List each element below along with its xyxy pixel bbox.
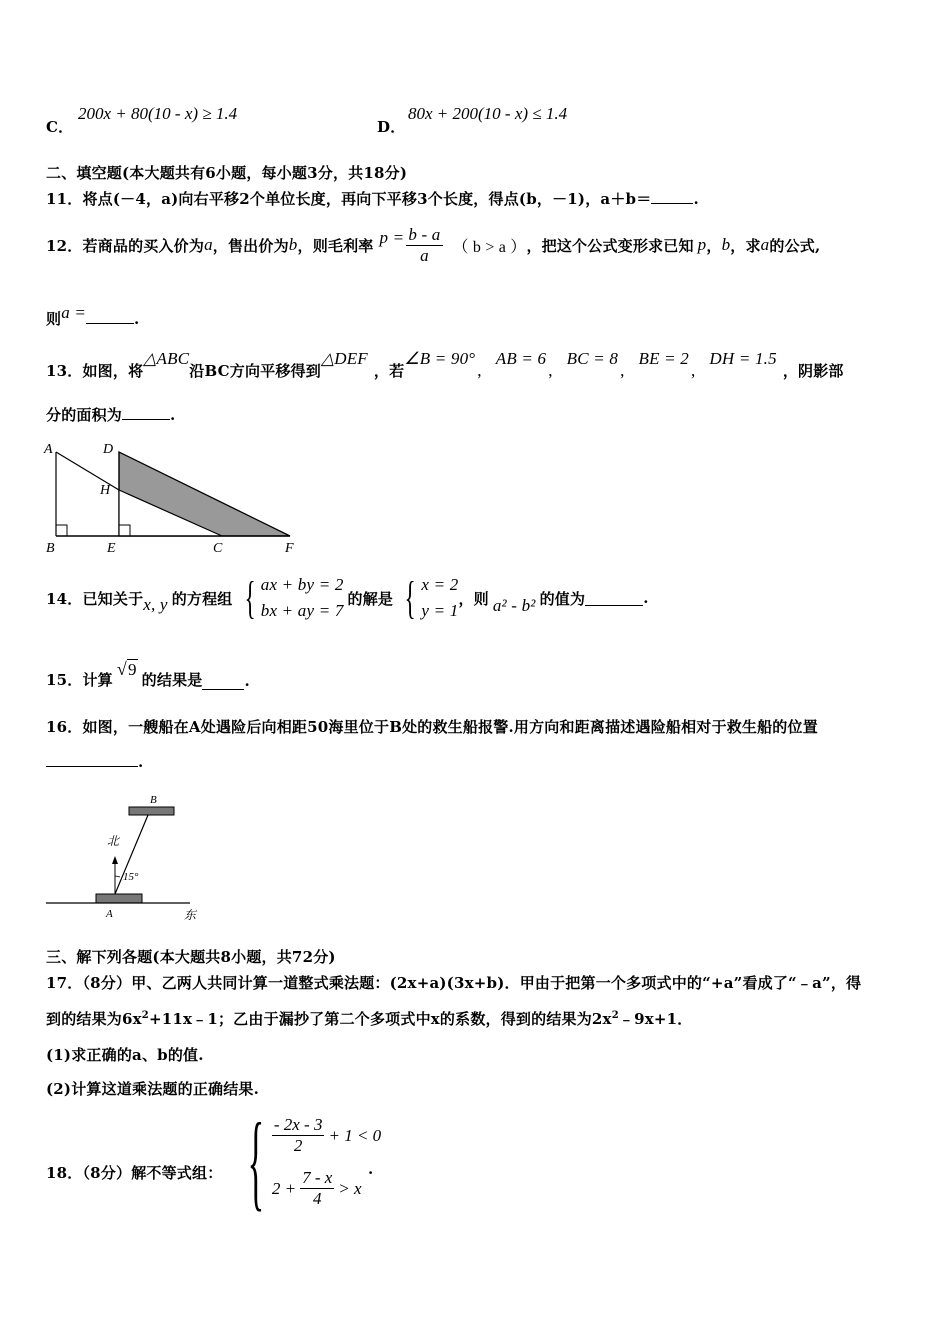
label-h: H: [100, 483, 111, 498]
q12-fraction: [406, 225, 442, 266]
question-17-part1: (1)求正确的a、b的值.: [46, 1046, 204, 1064]
option-c-label: C．: [46, 118, 74, 136]
option-d-expression: 80x + 200(10 - x) ≤ 1.4: [408, 104, 568, 123]
q12-p-eq: p =: [379, 228, 405, 247]
q14-lead: 14．已知关于: [46, 589, 144, 608]
label-d: D: [103, 442, 114, 457]
question-13-line2: [46, 404, 175, 425]
q13-triangle-def: △DEF: [320, 349, 368, 368]
q13-triangle-abc: △ABC: [143, 349, 190, 368]
q18-end: .: [368, 1160, 374, 1178]
q18-ineq2-frac: [300, 1168, 334, 1209]
answer-blank: [86, 309, 134, 324]
q14-mid1: 的方程组: [171, 589, 233, 608]
question-16-text: 16．如图，一艘船在A处遇险后向相距50海里位于B处的救生船报警.用方向和距离描述遇险船相对于救生船的位置: [46, 718, 818, 736]
q12-mid2: ，则毛利率: [297, 236, 374, 255]
q12-var-a2: a: [760, 235, 770, 254]
q17-line2-c: ﹣9x+1．: [618, 1010, 693, 1028]
q13-cond-bc: BC = 8: [566, 349, 619, 368]
q17-sup1: 2: [141, 1010, 149, 1021]
q13-tail: ，阴影部: [782, 362, 844, 380]
option-c-expression: 200x + 80(10 - x) ≥ 1.4: [78, 104, 238, 123]
q18-ineq1-frac: [272, 1115, 325, 1156]
question-16-line2: [46, 752, 143, 771]
option-d-label: D．: [377, 118, 406, 136]
q13-end: .: [170, 406, 176, 424]
q18-ineq2-tail: > x: [338, 1178, 362, 1198]
label-f: F: [285, 541, 294, 556]
answer-blank: [46, 752, 138, 767]
q16-end: .: [138, 753, 144, 771]
q12-mid1: ，售出价为: [212, 236, 289, 255]
question-14: [46, 570, 649, 626]
question-17-line2: [46, 1008, 692, 1029]
q14-solution-system: { x = 2 y = 1: [404, 572, 459, 623]
q12-var-b2: b: [721, 235, 731, 254]
label-c: C: [213, 541, 223, 556]
q12-var-b: b: [288, 235, 298, 254]
question-11-end: .: [693, 190, 699, 208]
q14-sol1: x = 2: [421, 575, 459, 594]
north-arrow-head-icon: [112, 856, 118, 864]
section-3-heading: 三、解下列各题(本大题共8小题，共72分): [46, 948, 336, 966]
question-12: [46, 222, 820, 268]
q18-ineq1: [272, 1115, 381, 1156]
q13-cond-ab: AB = 6: [495, 349, 547, 368]
q13-cond-be: BE = 2: [638, 349, 689, 368]
q18-ineq1-tail: + 1 < 0: [328, 1125, 382, 1145]
q18-ineq2-den: 4: [312, 1189, 322, 1208]
question-15: [46, 660, 250, 690]
label-a: A: [106, 908, 113, 920]
q14-end: .: [643, 589, 649, 607]
label-b: B: [46, 541, 55, 556]
q12-tail: 的公式,: [769, 236, 821, 255]
question-17-line1: 17．（8分）甲、乙两人共同计算一道整式乘法题：(2x+a)(3x+b)．甲由于把第一个多项式中的“+a”看成了“﹣a”，得: [46, 974, 862, 992]
q13-mid1: 沿BC方向平移得到: [189, 362, 321, 380]
q18-ineq2-head: 2 +: [271, 1178, 297, 1198]
label-east: 东: [184, 908, 197, 922]
q18-ineq1-den: 2: [293, 1136, 303, 1155]
brace-icon: {: [247, 1102, 265, 1221]
q13-mid2: ，若: [373, 362, 405, 380]
answer-blank: [651, 189, 693, 204]
q18-ineq2-num: 7 - x: [302, 1168, 333, 1187]
q14-mid2: 的解是: [347, 589, 394, 608]
q17-line2-a: 到的结果为6x: [46, 1010, 142, 1028]
q14-eq1: ax + by = 2: [260, 575, 344, 594]
q18-ineq2: [272, 1168, 381, 1209]
q12-mid4: ，求: [730, 236, 761, 255]
q17-sup2: 2: [611, 1010, 619, 1021]
angle-arc: [115, 876, 120, 877]
q13-cond-angle: ∠B = 90°: [404, 349, 476, 368]
q14-equation-system: { ax + by = 2 bx + ay = 7: [244, 572, 344, 623]
q15-sqrt: [117, 659, 138, 680]
q12-end: .: [134, 310, 140, 328]
q15-end: .: [244, 672, 250, 690]
q15-tail: 的结果是: [141, 671, 203, 689]
q17-line2-b: +11x﹣1；乙由于漏抄了第二个多项式中x的系数，得到的结果为2x: [148, 1010, 612, 1028]
question-13: 13．如图，将 △ABC 沿BC方向平移得到 △DEF ，若 ∠B = 90° , AB = 6 , BC = 8 , BE = 2 , DH = 1.5 ，阴影部: [46, 349, 844, 380]
label-b: B: [150, 794, 157, 806]
q12-var-p: p: [697, 235, 707, 254]
q12-frac-num: b - a: [408, 224, 441, 244]
q14-expression: a² - b²: [492, 596, 536, 615]
answer-blank: [585, 591, 643, 606]
figure-13-translation: [40, 436, 310, 558]
q12-condition: （ b > a ）: [452, 238, 527, 256]
q18-inequality-system: [240, 1102, 382, 1221]
label-north: 北: [107, 834, 120, 848]
question-11: [46, 188, 699, 209]
q14-mid3: ，则: [458, 589, 489, 608]
question-18-lead: 18．（8分）解不等式组：: [46, 1164, 223, 1182]
answer-blank: [202, 675, 244, 690]
q12-line2-expr: a =: [61, 303, 87, 322]
radical-sign-icon: √: [116, 659, 127, 679]
label-a: A: [44, 442, 53, 457]
q13-cond-dh: DH = 1.5: [709, 349, 777, 368]
q12-lead: 12．若商品的买入价为: [46, 236, 205, 255]
q12-comma: ，: [706, 236, 722, 255]
q14-tail: 的值为: [539, 589, 586, 608]
answer-blank: [122, 405, 170, 420]
q12-var-a: a: [204, 235, 213, 254]
ship-a: [96, 894, 142, 903]
q12-mid3: ，把这个公式变形求已知: [526, 236, 694, 255]
ship-b: [129, 807, 174, 815]
angle-label: 15°: [123, 871, 139, 883]
q13-line2: 分的面积为: [46, 406, 123, 424]
q12-frac-den: a: [420, 245, 429, 265]
q15-radicand: 9: [127, 660, 137, 679]
figure-16-bearing: [40, 790, 210, 925]
right-angle-b: [56, 525, 67, 536]
question-17-part2: (2)计算这道乘法题的正确结果.: [46, 1080, 260, 1098]
q12-line2-lead: 则: [46, 310, 62, 328]
q15-lead: 15．计算: [46, 671, 113, 689]
q13-lead: 13．如图，将: [46, 362, 144, 380]
question-12-line2: [46, 303, 140, 329]
question-11-text: 11．将点(－4，a)向右平移2个单位长度，再向下平移3个长度，得点(b，－1)，a＋b＝: [46, 190, 652, 208]
q18-ineq1-num: - 2x - 3: [273, 1115, 323, 1134]
q14-sol2: y = 1: [421, 601, 459, 620]
section-2-heading: 二、填空题(本大题共有6小题，每小题3分，共18分): [46, 164, 408, 182]
q14-vars: x, y: [143, 595, 168, 614]
label-e: E: [107, 541, 116, 556]
q14-eq2: bx + ay = 7: [260, 601, 344, 620]
